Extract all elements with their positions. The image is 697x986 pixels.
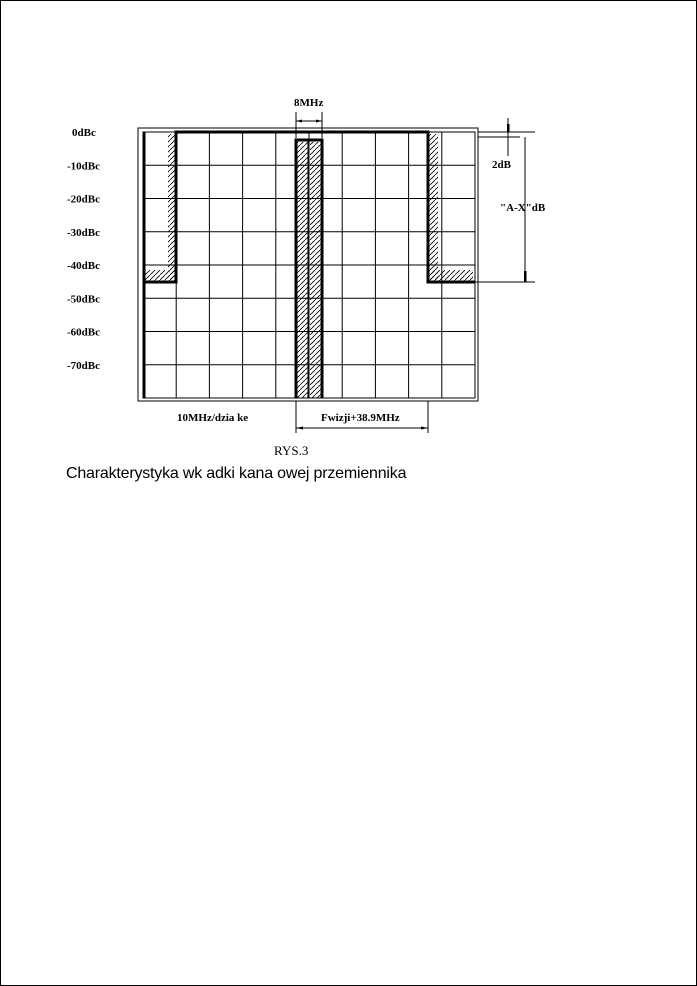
y-tick-label: -60dBc: [67, 326, 100, 339]
y-tick-label: -70dBc: [67, 359, 100, 372]
y-tick-label: -50dBc: [67, 293, 100, 306]
right-hatch-bottom: [428, 270, 473, 282]
width-label: 8MHz: [294, 97, 324, 109]
center-hatch-right: [310, 142, 321, 398]
grid: [143, 132, 475, 398]
figure-number: RYS.3: [274, 443, 309, 458]
left-hatch-bottom: [145, 270, 176, 282]
y-tick-label: -10dBc: [67, 160, 100, 173]
x-scale-label: 10MHz/dzia ke: [177, 412, 249, 424]
step-label: 2dB: [492, 159, 511, 171]
y-tick-label: -40dBc: [67, 260, 100, 272]
y-tick-label: -30dBc: [67, 226, 100, 239]
figure-caption: Charakterystyka wk adki kana owej przemiennika: [66, 465, 407, 482]
y-tick-label: -20dBc: [67, 193, 100, 206]
y-axis-labels: [67, 127, 100, 372]
center-hatch-left: [297, 142, 308, 398]
y-tick-label: 0dBc: [72, 127, 96, 139]
freq-label: Fwizji+38.9MHz: [321, 412, 400, 424]
ax-label: "A-X"dB: [500, 202, 546, 214]
